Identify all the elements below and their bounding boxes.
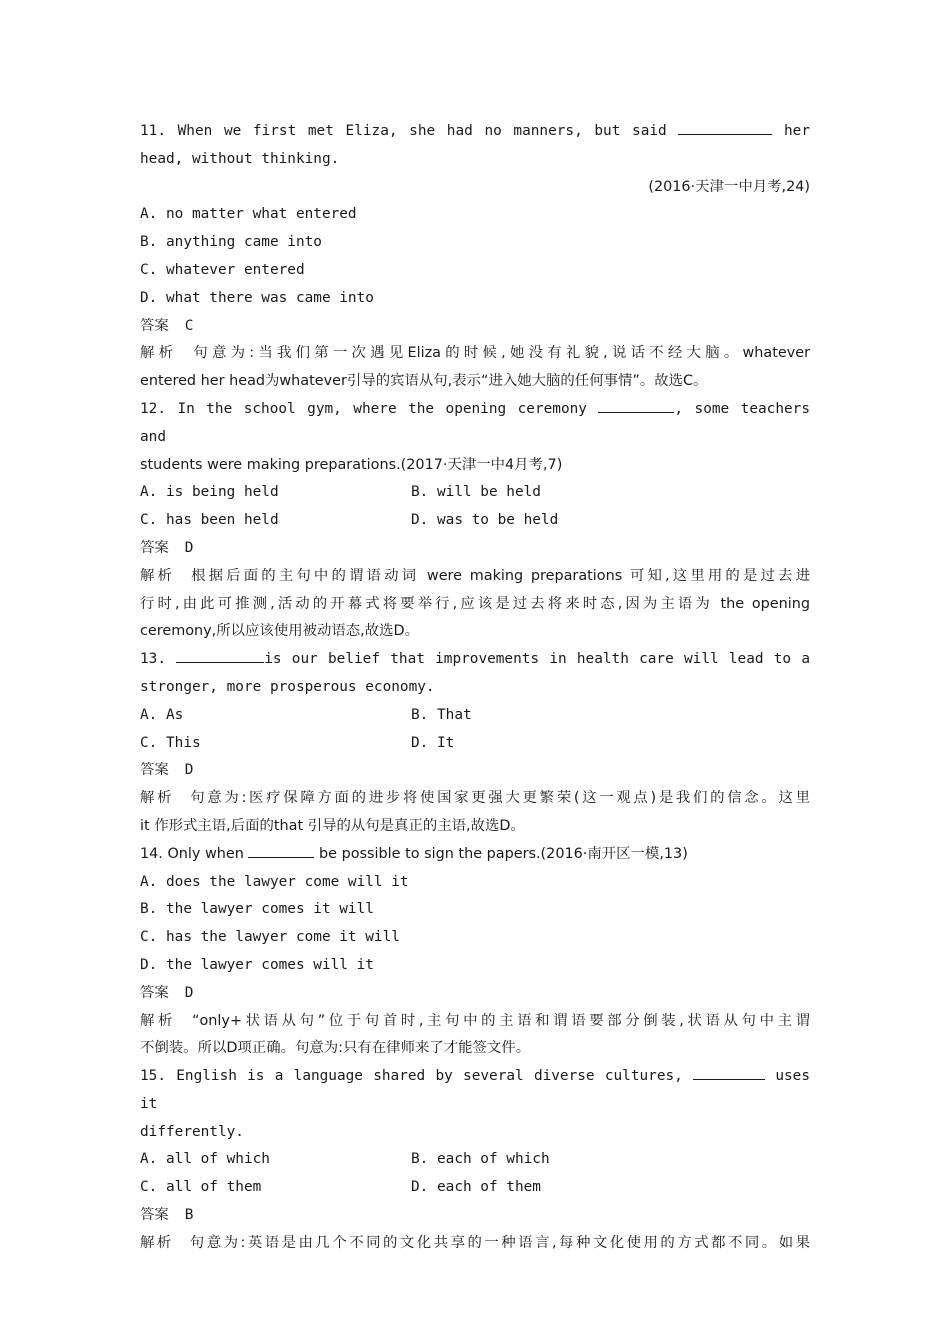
question-14-analysis-2: 不倒装。所以D项正确。句意为:只有在律师来了才能签文件。 — [140, 1040, 531, 1057]
question-14-option-d: D. the lawyer comes will it — [140, 956, 374, 973]
question-12-stem-cont: students were making preparations.(2017·天津一中4月考,7) — [140, 456, 563, 473]
question-11-text: 11. When we first met Eliza, she had no manners, but said — [140, 123, 667, 139]
question-12-analysis-1 — [140, 563, 810, 591]
question-13-stem — [140, 646, 810, 674]
question-15-text: 15. English is a language shared by several diverse cultures, — [140, 1068, 683, 1085]
analysis-label: 解析 — [140, 1234, 174, 1251]
question-12-option-b: B. will be held — [411, 484, 541, 501]
question-11-option-c: C. whatever entered — [140, 261, 305, 278]
analysis-label: 解析 — [140, 567, 176, 584]
question-15-option-c: C. all of them — [140, 1179, 262, 1196]
answer-label: 答案 — [140, 1207, 169, 1224]
question-13-option-a: A. As — [140, 706, 184, 723]
question-12-analysis-3: ceremony,所以应该使用被动语态,故选D。 — [140, 623, 419, 640]
question-13-option-d: D. It — [411, 734, 455, 751]
question-12-blank — [598, 396, 674, 413]
question-14-blank — [248, 841, 314, 858]
analysis-text: 句意为:医疗保障方面的进步将使国家更强大更繁荣(这一观点)是我们的信念。这里 — [190, 790, 810, 807]
question-15-options-row-1 — [140, 1146, 810, 1174]
question-14-text: 14. Only when — [140, 845, 244, 862]
answer-label: 答案 — [140, 317, 169, 334]
question-11-option-b: B. anything came into — [140, 234, 322, 251]
question-13-analysis-2: it 作形式主语,后面的that 引导的从句是真正的主语,故选D。 — [140, 817, 525, 834]
question-13-analysis-1 — [140, 785, 810, 813]
question-11-option-d: D. what there was came into — [140, 289, 374, 306]
question-13-option-c: C. This — [140, 734, 201, 751]
question-14-text-end: be possible to sign the papers.(2016·南开区一模,13) — [319, 845, 688, 862]
question-13-text-end: is our belief that improvements in health care will lead to a — [264, 651, 810, 668]
question-13-answer — [140, 757, 810, 785]
question-15-option-a: A. all of which — [140, 1151, 270, 1168]
answer-label: 答案 — [140, 539, 169, 556]
question-11-source: (2016·天津一中月考,24) — [648, 178, 810, 195]
question-11-analysis-1 — [140, 340, 810, 368]
question-12-options-row-1 — [140, 479, 810, 507]
question-13-stem-cont: stronger, more prosperous economy. — [140, 678, 435, 695]
analysis-label: 解析 — [140, 345, 178, 362]
question-13-options-row-1 — [140, 702, 810, 730]
question-13-blank — [176, 646, 264, 663]
question-12-option-a: A. is being held — [140, 484, 279, 501]
analysis-text: “only+状语从句”位于句首时,主句中的主语和谓语要部分倒装,状语从句中主谓 — [192, 1012, 810, 1029]
answer-label: 答案 — [140, 984, 169, 1001]
question-15-option-d: D. each of them — [411, 1179, 541, 1196]
question-14-option-c: C. has the lawyer come it will — [140, 929, 400, 946]
answer-value: C — [184, 317, 194, 334]
analysis-label: 解析 — [140, 1012, 177, 1029]
question-15-analysis-1 — [140, 1230, 810, 1258]
question-11-analysis-2: entered her head为whatever引导的宾语从句,表示“进入她大脑的任何事情”。故选C。 — [140, 373, 708, 390]
question-15-answer — [140, 1202, 810, 1230]
answer-value: D — [184, 984, 194, 1001]
question-15-stem-cont: differently. — [140, 1123, 244, 1140]
question-15-option-b: B. each of which — [411, 1151, 550, 1168]
analysis-text: 句意为:当我们第一次遇见Eliza的时候,她没有礼貌,说话不经大脑。whatever — [193, 345, 810, 362]
question-11-option-a: A. no matter what entered — [140, 206, 357, 223]
question-14-analysis-1 — [140, 1008, 810, 1036]
question-12-analysis-2: 行时,由此可推测,活动的开幕式将要举行,应该是过去将来时态,因为主语为 the opening — [140, 595, 810, 612]
answer-value: B — [184, 1207, 194, 1224]
question-14-answer — [140, 980, 810, 1008]
question-11-answer — [140, 313, 810, 341]
question-11-text-end: her — [784, 123, 810, 139]
question-11-stem — [140, 118, 810, 146]
question-14-stem — [140, 841, 810, 869]
question-15-options-row-2 — [140, 1174, 810, 1202]
question-15-stem — [140, 1063, 819, 1119]
question-12-stem — [140, 396, 819, 452]
question-12-answer — [140, 535, 810, 563]
question-12-text-end: , some teachers and — [140, 400, 819, 445]
question-13-text: 13. — [140, 651, 166, 668]
question-12-text: 12. In the school gym, where the opening ceremony — [140, 400, 587, 417]
question-14-option-a: A. does the lawyer come will it — [140, 873, 409, 890]
question-14-option-b: B. the lawyer comes it will — [140, 901, 374, 918]
question-13-options-row-2 — [140, 730, 810, 758]
question-12-options-row-2 — [140, 507, 810, 535]
question-13-option-b: B. That — [411, 706, 472, 723]
question-11-stem-cont: head, without thinking. — [140, 150, 340, 167]
answer-value: D — [184, 539, 194, 556]
analysis-text: 句意为:英语是由几个不同的文化共享的一种语言,每种文化使用的方式都不同。如果 — [189, 1234, 810, 1251]
question-12-option-c: C. has been held — [140, 512, 279, 529]
question-12-option-d: D. was to be held — [411, 512, 559, 529]
answer-label: 答案 — [140, 762, 169, 779]
analysis-text: 根据后面的主句中的谓语动词 were making preparations 可知,这里用的是过去进 — [191, 567, 810, 584]
question-15-text-end: uses it — [140, 1068, 819, 1112]
answer-value: D — [184, 762, 194, 779]
question-15-blank — [693, 1063, 765, 1080]
analysis-label: 解析 — [140, 790, 175, 807]
question-11-blank — [678, 118, 772, 135]
